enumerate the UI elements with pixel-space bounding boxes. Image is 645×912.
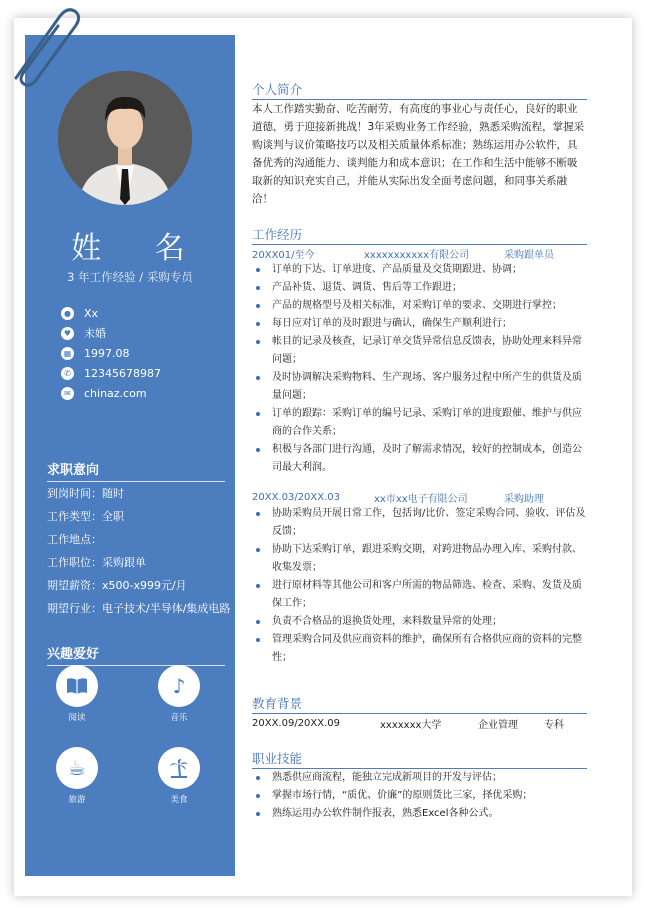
job-position: 采购助理: [504, 493, 544, 505]
heart-icon: ♥: [61, 327, 74, 340]
contact-item: [61, 383, 161, 403]
phone-icon: ✆: [61, 367, 74, 380]
contact-item: [61, 323, 161, 343]
list-item: 负责不合格品的退换货处理，来料数量异常的处理；: [272, 613, 587, 631]
edu-major: 企业管理: [478, 719, 518, 731]
list-item: 进行原材料等其他公司和客户所需的物品筛选、检查、采购、发货及质保工作；: [272, 577, 587, 613]
resume-page: [14, 18, 632, 896]
list-item: 产品补货、退货、调货、售后等工作跟进；: [272, 279, 587, 297]
coffee-icon: ☕: [56, 747, 98, 789]
job-company: xx市xx电子有限公司: [374, 493, 468, 505]
skills-section: [252, 749, 587, 823]
hobby-item: [149, 747, 209, 805]
candidate-subtitle: 3 年工作经验 / 采购专员: [67, 270, 193, 284]
paper-clip-icon: [2, 0, 82, 90]
intent-item: 工作职位：采购跟单: [47, 556, 146, 569]
intent-item: 期望薪资：x500-x999元/月: [47, 579, 187, 592]
intent-item: 到岗时间：随时: [47, 487, 124, 500]
contact-item: [61, 343, 161, 363]
intent-title: 求职意向: [47, 459, 225, 482]
email-icon: ✉: [61, 387, 74, 400]
list-item: 管理采购合同及供应商资料的维护，确保所有合格供应商的资料的完整性；: [272, 631, 587, 667]
edu-degree: 专科: [544, 719, 564, 731]
list-item: 帐目的记录及核查，记录订单交货异常信息反馈表，协助处理来料异常问题；: [272, 333, 587, 369]
skill-list: [252, 769, 587, 823]
job-period: 20XX.03/20XX.03: [252, 491, 341, 503]
work-section: [252, 225, 587, 667]
edu-school: xxxxxxx大学: [380, 719, 442, 731]
education-row: [252, 714, 587, 732]
list-item: 订单的跟踪：采购订单的编号记录、采购订单的进度跟催、维护与供应商的合作关系；: [272, 405, 587, 441]
list-item: 掌握市场行情，“质优、价廉”的原则货比三家，择优采购；: [272, 787, 587, 805]
list-item: 每日应对订单的及时跟进与确认，确保生产顺利进行；: [272, 315, 587, 333]
profile-text: 本人工作踏实勤奋、吃苦耐劳，有高度的事业心与责任心，良好的职业道德，勇于迎接新挑战！3年采购业务工作经验，熟悉采购流程，掌握采购谈判与议价策略技巧以及相关质量体系标准；熟练运用办公软件，具备优秀的沟通能力、谈判能力和成本意识；在工作和生活中能够不断吸取新的知识充实自己，并能从实际出发全面考虑问题，和同事关系融洽！: [252, 103, 585, 205]
hobby-label: 美食: [170, 795, 188, 805]
section-title: 个人简介: [252, 80, 587, 100]
list-item: 积极与各部门进行沟通，及时了解需求情况，较好的控制成本，创造公司最大利润。: [272, 441, 587, 477]
hobby-item: [149, 665, 209, 723]
calendar-icon: ▦: [61, 347, 74, 360]
job-position: 采购跟单员: [504, 249, 554, 261]
contact-text: 12345678987: [84, 366, 161, 380]
book-icon: [56, 665, 98, 707]
list-item: 订单的下达、订单进度、产品质量及交货期跟进、协调；: [272, 261, 587, 279]
contact-item: [61, 303, 161, 323]
list-item: 产品的规格型号及相关标准，对采购订单的要求、交期进行掌控；: [272, 297, 587, 315]
profile-section: [252, 80, 587, 208]
intent-item: 期望行业：电子技术/半导体/集成电路: [47, 602, 231, 615]
intent-list: [47, 482, 230, 620]
job-duties: [252, 261, 587, 477]
intent-item: 工作类型：全职: [47, 510, 124, 523]
person-icon: ●: [61, 307, 74, 320]
list-item: 协助采购员开展日常工作，包括询/比价、签定采购合同、验收、评估及反馈；: [272, 505, 587, 541]
intent-item: 工作地点：: [47, 533, 102, 546]
sidebar: [25, 35, 235, 876]
education-section: [252, 694, 587, 732]
job-header: [252, 245, 587, 261]
contact-text: chinaz.com: [84, 386, 147, 400]
hobby-label: 旅游: [68, 795, 86, 805]
section-title: 教育背景: [252, 694, 587, 714]
list-item: 及时协调解决采购物料、生产现场、客户服务过程中所产生的供货及质量问题；: [272, 369, 587, 405]
candidate-name: 姓 名: [71, 231, 207, 266]
list-item: 熟悉供应商流程，能独立完成新项目的开发与评估；: [272, 769, 587, 787]
list-item: 熟练运用办公软件制作报表，熟悉Excel各种公式。: [272, 805, 587, 823]
music-icon: ♪: [158, 665, 200, 707]
edu-period: 20XX.09/20XX.09: [252, 717, 341, 729]
contact-text: Xx: [84, 306, 99, 320]
contact-text: 未婚: [84, 327, 106, 340]
list-item: 协助下达采购订单，跟进采购交期，对跨进物品办理入库、采购付款、收集发票；: [272, 541, 587, 577]
palm-tree-icon: [158, 747, 200, 789]
hobby-item: [47, 747, 107, 805]
section-title: 工作经历: [252, 225, 587, 245]
section-title: 职业技能: [252, 749, 587, 769]
contact-text: 1997.08: [84, 346, 130, 360]
hobby-label: 音乐: [170, 713, 188, 723]
avatar: [58, 71, 192, 205]
contact-list: [61, 303, 161, 403]
job-duties: [252, 505, 587, 667]
hobby-item: [47, 665, 107, 723]
job-company: xxxxxxxxxxx有限公司: [364, 249, 470, 261]
hobby-label: 阅读: [68, 713, 86, 723]
job-period: 20XX01/至今: [252, 249, 315, 261]
hobby-title: 兴趣爱好: [47, 643, 225, 666]
contact-item: [61, 363, 161, 383]
job-header: [252, 489, 587, 505]
